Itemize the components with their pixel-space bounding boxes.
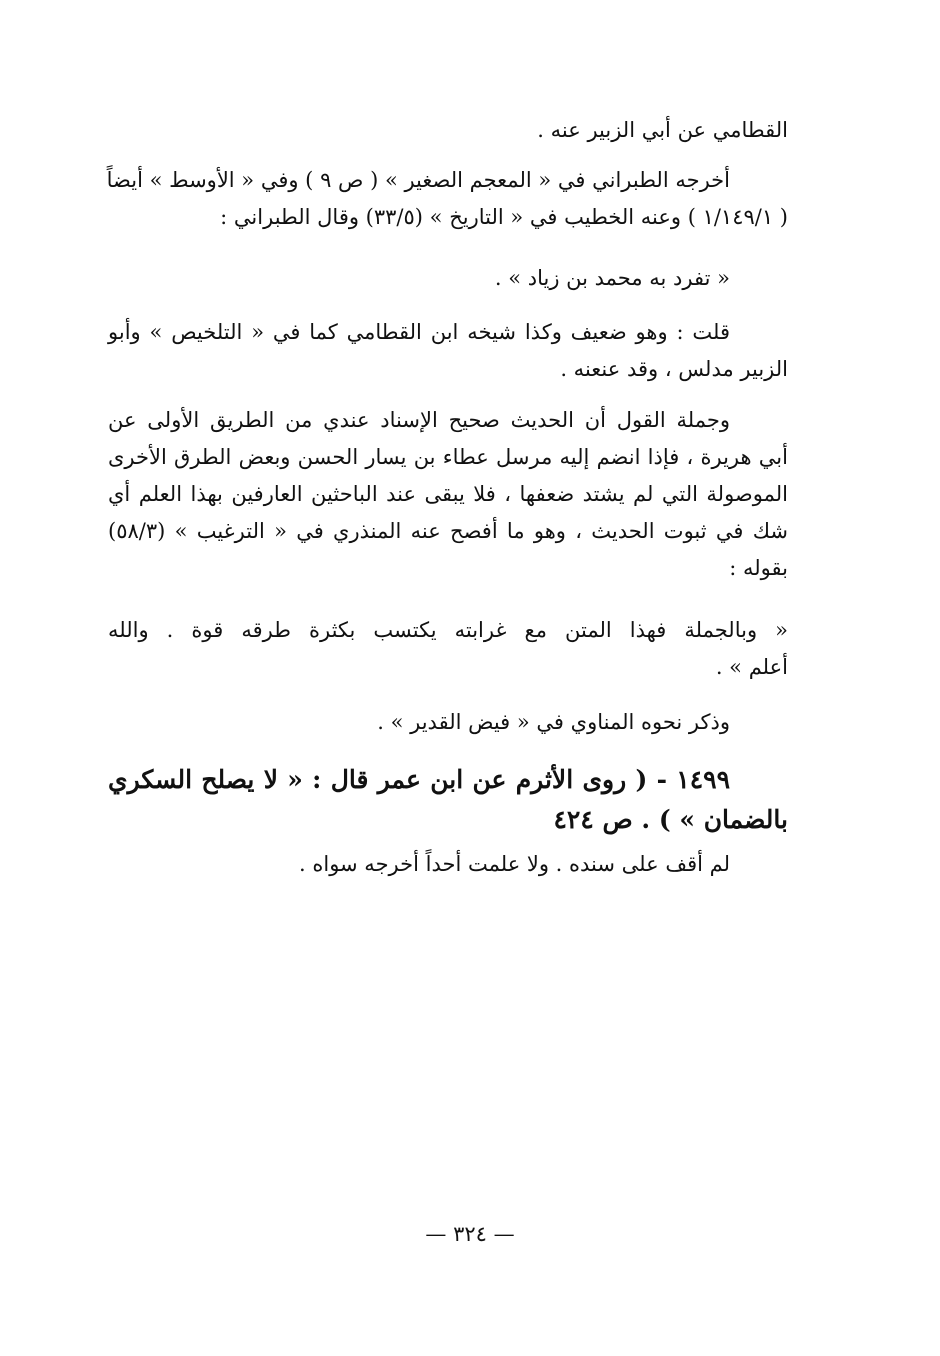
paragraph-munawi xyxy=(108,704,788,741)
paragraph-continuation xyxy=(108,112,788,149)
text-line: الموصولة التي لم يشتد ضعفها ، فلا يبقى عند الباحثين العارفين بهذا العلم أي xyxy=(108,482,788,506)
text-line: « وبالجملة فهذا المتن مع غرابته يكتسب بكثرة طرقه قوة . والله xyxy=(108,618,788,642)
text-line: « تفرد به محمد بن زياد » . xyxy=(494,266,730,290)
text-line: شك في ثبوت الحديث ، وهو ما أفصح عنه المنذري في « الترغيب » (٥٨/٣) xyxy=(108,519,788,543)
text-line: الزبير مدلس ، وقد عنعنه . xyxy=(560,357,788,381)
text-line: ١٤٩٩ - ( روى الأثرم عن ابن عمر قال : « لا يصلح السكري xyxy=(108,765,730,794)
paragraph-quote-tabarani xyxy=(108,260,788,297)
text-line: بقوله : xyxy=(729,556,788,580)
page-number: — ٣٢٤ — xyxy=(425,1222,515,1246)
paragraph-quote-mundhiri xyxy=(108,612,788,686)
text-line: وذكر نحوه المناوي في « فيض القدير » . xyxy=(377,710,730,734)
hadith-heading xyxy=(108,760,788,840)
text-line: قلت : وهو ضعيف وكذا شيخه ابن القطامي كما في « التلخيص » وأبو xyxy=(108,320,730,344)
text-line: أخرجه الطبراني في « المعجم الصغير » ( ص ٩ ) وفي « الأوسط » أيضاً xyxy=(106,168,730,192)
text-line: لم أقف على سنده . ولا علمت أحداً أخرجه سواه . xyxy=(299,852,730,876)
paragraph-lam-aqif xyxy=(108,846,788,883)
text-line: القطامي عن أبي الزبير عنه . xyxy=(537,118,788,142)
paragraph-conclusion xyxy=(108,402,788,587)
text-line: بالضمان » ) . ص ٤٢٤ xyxy=(553,805,788,834)
text-line: ( ١/١٤٩/١ ) وعنه الخطيب في « التاريخ » (٣٣/٥) وقال الطبراني : xyxy=(220,205,788,229)
text-line: وجملة القول أن الحديث صحيح الإسناد عندي من الطريق الأولى عن xyxy=(108,408,730,432)
text-line: أعلم » . xyxy=(715,655,788,679)
text-line: أبي هريرة ، فإذا انضم إليه مرسل عطاء بن يسار الحسن وبعض الطرق الأخرى xyxy=(108,445,788,469)
paragraph-takhrij xyxy=(108,162,788,236)
paragraph-qultu xyxy=(108,314,788,388)
